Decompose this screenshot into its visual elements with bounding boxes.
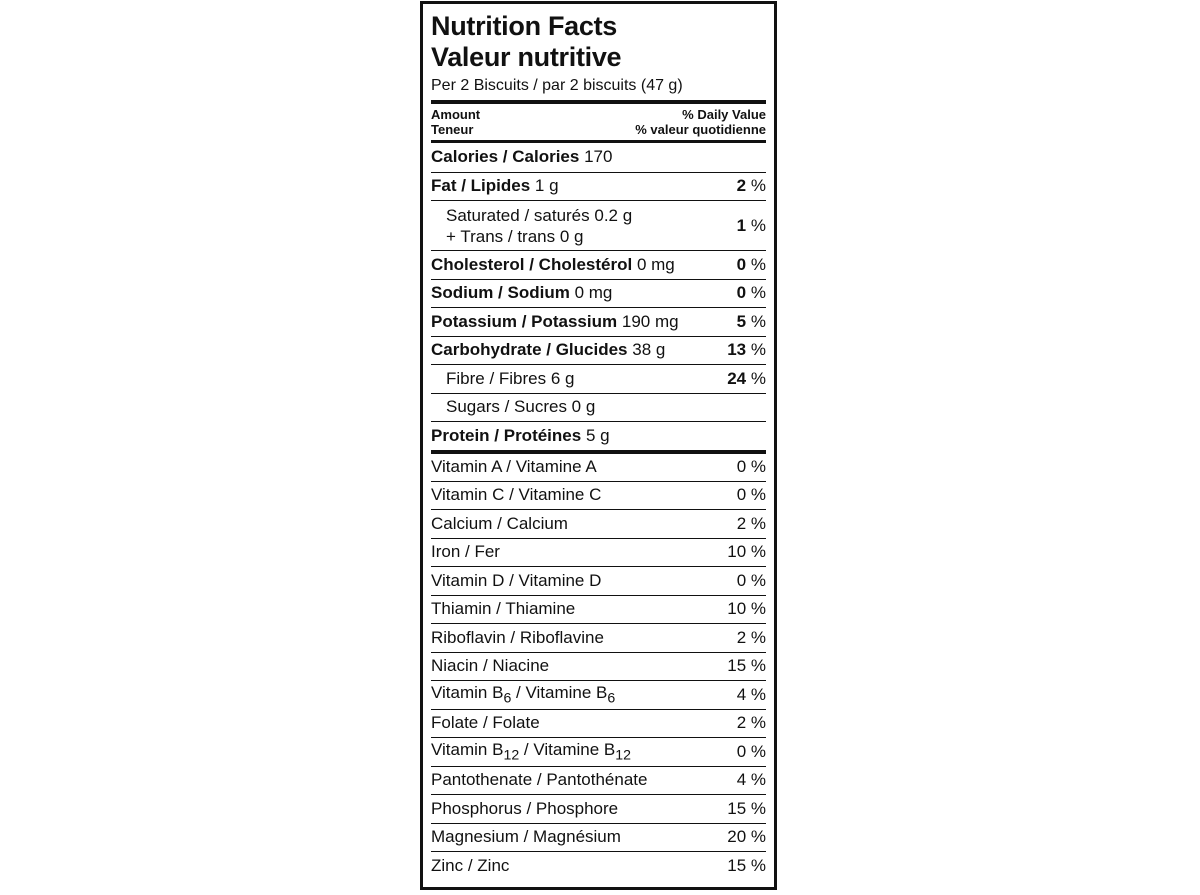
vitamin-b6-dv: 4 % [736,684,766,704]
pantothenate-label: Pantothenate / Pantothénate [431,770,648,790]
riboflavin-dv: 2 % [736,627,766,647]
serving-size: Per 2 Biscuits / par 2 biscuits (47 g) [431,77,683,94]
fibre-dv: 24 [727,368,747,388]
vitamin-c-dv: 0 % [736,485,766,505]
fat-label: Fat / Lipides [431,176,531,196]
potassium-row [431,307,766,336]
zinc-row [431,851,766,880]
thiamin-dv: 10 % [727,599,766,619]
fibre-label: Fibre / Fibres 6 g [446,368,575,388]
vitamin-b6-row [431,680,766,709]
carbohydrate-dv: 13 [727,340,747,360]
calcium-dv: 2 % [736,513,766,533]
calories-row [431,143,766,172]
carbohydrate-dv-unit: % [750,340,766,360]
riboflavin-row [431,623,766,652]
title-english: Nutrition Facts [431,11,618,41]
amount-header-fr: Teneur [431,122,474,137]
carbohydrate-row [431,336,766,365]
calcium-row [431,509,766,538]
cholesterol-dv: 0 [736,254,747,274]
thiamin-label: Thiamin / Thiamine [431,599,576,619]
vitamin-b6-label [431,683,615,706]
carbohydrate-amount: 38 g [632,340,666,360]
riboflavin-label: Riboflavin / Riboflavine [431,627,604,647]
niacin-dv: 15 % [727,656,766,676]
vitamin-a-label: Vitamin A / Vitamine A [431,457,597,476]
zinc-dv: 15 % [727,855,766,875]
calories-value: 170 [584,147,613,167]
folate-dv: 2 % [736,713,766,733]
magnesium-label: Magnesium / Magnésium [431,827,621,847]
cholesterol-amount: 0 mg [636,254,675,274]
magnesium-dv: 20 % [727,827,766,847]
vitamin-d-label: Vitamin D / Vitamine D [431,570,602,590]
potassium-amount: 190 mg [621,311,679,331]
fat-dv: 2 [736,176,747,196]
vitamin-b6-subscript-en: 6 [503,690,512,707]
saturated-label: Saturated / saturés 0.2 g [446,205,633,225]
column-header [431,104,766,140]
fat-amount: 1 g [534,176,559,196]
fibre-row [431,364,766,393]
sodium-dv: 0 [736,283,747,303]
fat-row [431,172,766,201]
amount-header-en: Amount [431,107,481,122]
cholesterol-label: Cholesterol / Cholestérol [431,254,633,274]
fat-dv-unit: % [750,176,766,196]
saturated-trans-dv-unit: % [750,215,766,235]
vitamin-b6-subscript-fr: 6 [607,690,616,707]
vitamin-b12-label [431,740,631,763]
pantothenate-dv: 4 % [736,770,766,790]
folate-label: Folate / Folate [431,713,540,733]
sodium-amount: 0 mg [574,283,613,303]
potassium-label: Potassium / Potassium [431,311,618,331]
magnesium-row [431,823,766,852]
sodium-label: Sodium / Sodium [431,283,570,303]
iron-row [431,538,766,567]
potassium-dv: 5 [736,311,747,331]
folate-row [431,709,766,738]
cholesterol-dv-unit: % [750,254,766,274]
phosphorus-row [431,794,766,823]
vitamin-a-row [431,450,766,481]
calories-label: Calories / Calories [431,147,580,167]
protein-label: Protein / Protéines [431,425,582,445]
saturated-trans-row [431,200,766,250]
potassium-dv-unit: % [750,311,766,331]
sugars-label: Sugars / Sucres 0 g [446,397,596,417]
iron-label: Iron / Fer [431,542,500,562]
thiamin-row [431,595,766,624]
pantothenate-row [431,766,766,795]
phosphorus-label: Phosphorus / Phosphore [431,798,619,818]
vitamin-d-row [431,566,766,595]
fibre-dv-unit: % [750,368,766,388]
niacin-row [431,652,766,681]
daily-value-header-en: % Daily Value [682,107,766,122]
protein-amount: 5 g [585,425,610,445]
vitamin-b6-text-fr: / Vitamine B [511,683,608,703]
niacin-label: Niacin / Niacine [431,656,550,676]
nutrition-facts-label [420,1,777,890]
vitamin-b12-dv: 0 % [736,741,766,761]
saturated-trans-dv: 1 [736,215,747,235]
vitamin-b12-text-fr: / Vitamine B [519,740,616,760]
iron-dv: 10 % [727,542,766,562]
vitamin-b12-subscript-fr: 12 [615,747,632,764]
sodium-row [431,279,766,308]
sodium-dv-unit: % [750,283,766,303]
daily-value-header-fr: % valeur quotidienne [635,122,766,137]
calcium-label: Calcium / Calcium [431,513,568,533]
vitamin-c-row [431,481,766,510]
cholesterol-row [431,250,766,279]
vitamin-d-dv: 0 % [736,570,766,590]
sugars-row [431,393,766,422]
carbohydrate-label: Carbohydrate / Glucides [431,340,628,360]
vitamin-a-dv: 0 % [736,457,766,476]
vitamin-b12-text-en: Vitamin B [431,740,504,760]
phosphorus-dv: 15 % [727,798,766,818]
title-french: Valeur nutritive [431,42,622,72]
vitamin-b6-text-en: Vitamin B [431,683,504,703]
trans-label: + Trans / trans 0 g [446,226,584,246]
zinc-label: Zinc / Zinc [431,855,510,875]
vitamin-b12-row [431,737,766,766]
vitamin-b12-subscript-en: 12 [503,747,520,764]
vitamin-c-label: Vitamin C / Vitamine C [431,485,602,505]
protein-row [431,421,766,450]
